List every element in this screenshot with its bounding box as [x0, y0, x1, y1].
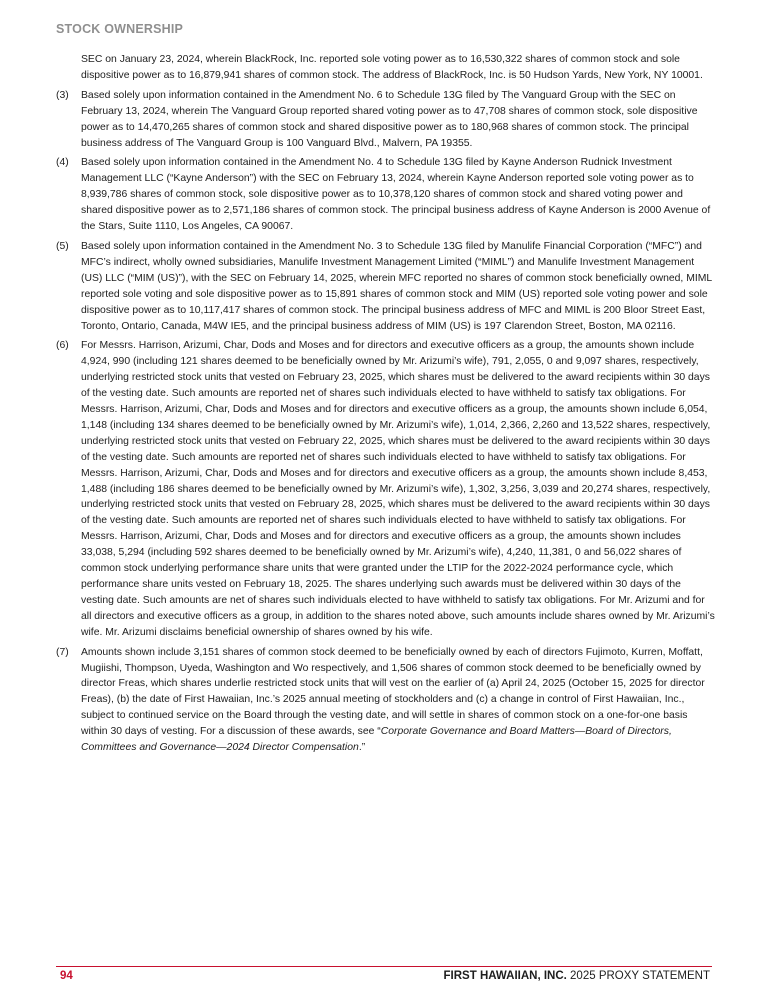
footnote-body: Amounts shown include 3,151 shares of common stock deemed to be beneficially owned by each of directors Fujimoto, Kurren, Moffatt, Mugiishi, Thompson, Uyeda, Washington and Wo respectively, and 1,506 shares of common stock deemed to be beneficially owned by director Freas, which shares underlie restricted stock units that will vest on the earlier of (a) April 24, 2025 (October 15, 2025 for director Freas), (b) the date of First Hawaiian, Inc.’s 2025 annual meeting of stockholders and (c) a change in control of First Hawaiian, Inc., subject to continued service on the Board through the vesting date, and will settle in shares of common stock on a one-for-one basis within 30 days of vesting. For a discussion of these awards, see “ [81, 646, 705, 738]
footnote-6 [56, 338, 716, 640]
footnote-text: Based solely upon information contained in the Amendment No. 6 to Schedule 13G filed by The Vanguard Group with the SEC on February 13, 2024, wherein The Vanguard Group reported shared voting power as to 47,708 shares of common stock, sole dispositive power as to 14,470,265 shares of common stock and shared dispositive power as to 180,968 shares of common stock. The principal business address of The Vanguard Group is 100 Vanguard Blvd., Malvern, PA 19355. [81, 89, 698, 149]
page-number: 94 [60, 970, 73, 982]
footnotes [56, 52, 716, 760]
footnote-number: (6) [56, 340, 69, 352]
footnote-number: (4) [56, 157, 69, 169]
footnote-3 [56, 88, 716, 152]
footnote-4 [56, 155, 716, 235]
footnote-text: Based solely upon information contained in the Amendment No. 4 to Schedule 13G filed by Kayne Anderson Rudnick Investment Management LLC (“Kayne Anderson”) with the SEC on February 13, 2024, wherein Kayne Anderson reported sole voting power as to 8,939,786 shares of common stock, sole dispositive power as to 10,378,120 shares of common stock and shared voting power and shared dispositive power as to 2,571,186 shares of common stock. The principal business address of Kayne Anderson is 2000 Avenue of the Stars, Suite 1110, Los Angeles, CA 90067. [81, 157, 711, 233]
footer-title [444, 970, 710, 982]
footnote-number: (7) [56, 646, 69, 658]
section-header: STOCK OWNERSHIP [56, 22, 184, 36]
footnote-continuation: SEC on January 23, 2024, wherein BlackRock, Inc. reported sole voting power as to 16,530,322 shares of common stock and sole dispositive power as to 16,879,941 shares of common stock. The address of BlackRock, Inc. is 50 Hudson Yards, New York, NY 10001. [81, 54, 703, 81]
footer-rule [56, 966, 712, 967]
company-name: FIRST HAWAIIAN, INC. [443, 970, 567, 982]
footnote-number: (3) [56, 89, 69, 101]
footnote-text: For Messrs. Harrison, Arizumi, Char, Dods and Moses and for directors and executive officers as a group, the amounts shown include 4,924, 990 (including 121 shares deemed to be beneficially owned by Mr. Arizumi’s wife), 791, 2,055, 0 and 9,097 shares, respectively, underlying restricted stock units that vested on February 23, 2025, which shares must be delivered to the award recipients within 30 days of the vesting date. Such amounts are reported net of shares such individuals elected to have withheld to satisfy tax obligations. For Messrs. Harrison, Arizumi, Char, Dods and Moses and for directors and executive officers as a group, the amounts shown include 6,054, 1,148 (including 134 shares deemed to be beneficially owned by Mr. Arizumi’s wife), 1,014, 2,366, 2,260 and 13,522 shares, respectively, underlying restricted stock units that vested on February 22, 2025, which shares must be delivered to the award recipients within 30 days of the vesting date. Such amounts are reported net of shares such individuals elected to have withheld to satisfy tax obligations. For Messrs. Harrison, Arizumi, Char, Dods and Moses and for directors and executive officers as a group, the amounts shown include 8,453, 1,488 (including 186 shares deemed to be beneficially owned by Mr. Arizumi’s wife), 1,302, 3,256, 3,039 and 20,274 shares, respectively, underlying restricted stock units that vested on February 28, 2025, which shares must be delivered to the award recipients within 30 days of the vesting date. Such amounts are reported net of shares such individuals elected to have withheld to satisfy tax obligations. For Messrs. Harrison, Arizumi, Char, Dods and Moses and for directors and executive officers as a group, the amounts shown includes 33,038, 5,294 (including 592 shares deemed to be beneficially owned by Mr. Arizumi’s wife), 4,240, 11,381, 0 and 56,022 shares of common stock underlying performance share units that were granted under the LTIP for the 2022-2024 performance cycle, which performance share units vested on February 18, 2025. The shares underlying such awards must be delivered within 30 days of the vesting date. Such amounts are net of shares such individuals elected to have withheld to satisfy tax obligations. For Mr. Arizumi and for all directors and executive officers as a group, in addition to the shares noted above, such amounts include shares owned by Mr. Arizumi’s wife. Mr. Arizumi disclaims beneficial ownership of shares owned by his wife. [81, 340, 715, 638]
footnote-text [81, 645, 716, 756]
document-name: 2025 PROXY STATEMENT [566, 970, 710, 982]
footnote-7 [56, 645, 716, 756]
footnote-number: (5) [56, 240, 69, 252]
footnote-5 [56, 239, 716, 334]
cross-reference: Corporate Governance and Board Matters—Board of Directors, Committees and Governance—2024 Director Compensation [81, 726, 672, 754]
footnote-tail: .” [358, 742, 366, 754]
footnote-text: Based solely upon information contained in the Amendment No. 3 to Schedule 13G filed by Manulife Financial Corporation (“MFC”) and MFC’s indirect, wholly owned subsidiaries, Manulife Investment Management Limited (“MIML”) and Manulife Investment Management (US) LLC (“MIM (US)”), with the SEC on February 14, 2025, wherein MFC reported no shares of common stock beneficially owned, MIML reported sole voting and sole dispositive power as to 15,891 shares of common stock and MIM (US) reported sole voting power and sole dispositive power as to 10,117,417 shares of common stock. The principal business address of MFC and MIML is 200 Bloor Street East, Toronto, Ontario, Canada, M4W IE5, and the principal business address of MIM (US) is 197 Clarendon Street, Boston, MA 02116. [81, 240, 712, 332]
